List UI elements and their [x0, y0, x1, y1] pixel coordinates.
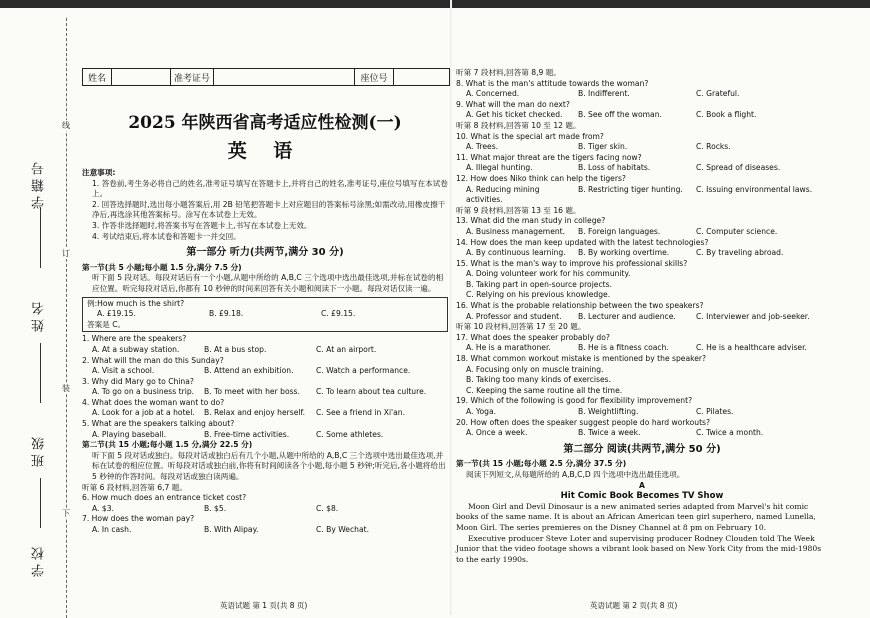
question-text: 4. What does the woman want to do?	[82, 397, 225, 407]
option-a: A. To go on a business trip.	[92, 387, 195, 397]
option-c: C. Grateful.	[696, 89, 740, 99]
part2-section1-heading: 第一节(共 15 小题;每小题 2.5 分,满分 37.5 分)	[456, 459, 627, 469]
section2-heading: 第二节(共 15 小题;每小题 1.5 分,满分 22.5 分)	[82, 440, 253, 450]
question-text: 2. What will the man do this Sunday?	[82, 355, 224, 365]
option-b: B. See off the woman.	[578, 110, 662, 120]
margin-line	[40, 208, 41, 268]
margin-label-class: 班级	[32, 433, 47, 467]
margin-label-student-id: 学籍号	[32, 158, 47, 209]
listen-instruction: 听第 10 段材料,回答第 17 至 20 题。	[456, 322, 586, 332]
page-fold	[450, 0, 452, 615]
option-a: A. Focusing only on muscle training.	[466, 364, 604, 374]
option-c: C. He is a healthcare adviser.	[696, 343, 807, 353]
option-c: C. To learn about tea culture.	[316, 387, 427, 397]
option-c: C. Keeping the same routine all the time.	[466, 385, 623, 395]
option-a: A. £19.15.	[97, 309, 136, 319]
option-b: B. By working overtime.	[578, 248, 670, 258]
listen-instruction: 听第 7 段材料,回答第 8,9 题。	[456, 68, 561, 77]
option-c: C. Watch a performance.	[316, 366, 411, 376]
option-c: C. Book a flight.	[696, 110, 757, 120]
cut-mark: 订	[62, 249, 70, 258]
binding-margin	[0, 8, 70, 615]
option-c: C. By Wechat.	[316, 525, 370, 534]
question-text: 15. What is the man's way to improve his professional skills?	[456, 258, 688, 268]
section2-intro: 听下面 5 段对话或独白。每段对话或独白后有几个小题,从题中所给的 A,B,C 三个选项中选出最佳选项,并标在试卷的相应位置。听每段对话或独白前,你将有时间阅读各个小题,每小题 5 秒钟;听完后,各小题将给出 5 秒钟的作答时间。每段对话或独白读两遍。	[92, 450, 446, 482]
option-c: C. Relying on his previous knowledge.	[466, 290, 611, 300]
notice-item: 2. 回答选择题时,选出每小题答案后,用 2B 铅笔把答题卡上对应题目的答案标号涂黑;如需改动,用橡皮擦干净后,再选涂其他答案标号。涂写在本试卷上无效。	[92, 199, 446, 220]
seat-number-cell	[394, 69, 449, 85]
example-options	[87, 309, 443, 320]
option-b: B. Loss of habitats.	[578, 163, 651, 173]
article-paragraph: Executive producer Steve Loter and supervising producer Rodney Clouden told The Week Junior that the video footage shows a vibrant look based on New York City from the mid-1980s to the early 1990s.	[456, 533, 822, 564]
part2-intro: 阅读下列短文,从每题所给的 A,B,C,D 四个选项中选出最佳选项。	[466, 469, 685, 479]
section1-heading: 第一节(共 5 小题;每小题 1.5 分,满分 7.5 分)	[82, 262, 242, 272]
option-a: A. At a subway station.	[92, 344, 180, 354]
margin-label-name: 姓名	[32, 298, 47, 332]
article-letter: A	[639, 480, 645, 490]
question-block	[82, 398, 448, 419]
option-c: C. Some athletes.	[316, 429, 384, 439]
option-b: B. Weightlifting.	[578, 407, 639, 416]
listen-instruction: 听第 9 段材料,回答第 13 至 16 题。	[456, 205, 581, 215]
option-a: A. Get his ticket checked.	[466, 110, 563, 120]
question-block	[82, 356, 448, 377]
cut-mark: 装	[62, 384, 70, 393]
question-text: 17. What does the speaker probably do?	[456, 332, 610, 342]
option-a: A. In cash.	[92, 525, 132, 534]
question-text: 1. Where are the speakers?	[82, 334, 187, 344]
option-a: A. Visit a school.	[92, 366, 155, 376]
question-text: 14. How does the man keep updated with the latest technologies?	[456, 237, 709, 247]
notice-item: 1. 答卷前,考生务必将自己的姓名,准考证号填写在答题卡上,并将自己的姓名,准考证号,座位号填写在本试卷上。	[92, 178, 448, 199]
article-paragraph: Moon Girl and Devil Dinosaur is a new animated series adapted from Marvel's hit comic books of the same name. It is about an African American teen girl superhero, named Lunella, Moon Girl. The series premieres on the Disney Channel at 8 pm on February 10.	[456, 501, 816, 532]
option-b: B. He is a fitness coach.	[578, 343, 669, 353]
example-answer: 答案是 C。	[87, 319, 126, 329]
part1-heading: 第一部分 听力(共两节,满分 30 分)	[186, 247, 344, 259]
option-c: C. Issuing environmental laws.	[696, 184, 813, 194]
ticket-number-cell	[214, 69, 355, 85]
option-a: A. Professor and student.	[466, 311, 562, 321]
right-column	[456, 68, 828, 565]
option-b: B. To meet with her boss.	[204, 387, 300, 397]
option-a: A. Once a week.	[466, 428, 528, 438]
question-text: 19. Which of the following is good for flexibility improvement?	[456, 396, 693, 406]
option-a: A. Illegal hunting.	[466, 163, 533, 173]
option-a: A. Doing volunteer work for his community.	[466, 269, 631, 279]
seat-number-label: 座位号	[355, 69, 394, 85]
page-footer-left: 英语试题 第 1 页(共 8 页)	[220, 601, 308, 610]
listen-instruction: 听第 6 段材料,回答第 6,7 题。	[82, 482, 187, 492]
margin-label-school: 学校	[32, 543, 47, 577]
option-a: A. By continuous learning.	[466, 248, 566, 258]
option-a: A. Reducing mining activities.	[466, 184, 540, 205]
option-a: A. Concerned.	[466, 89, 520, 99]
subject-title: 英 语	[227, 140, 303, 162]
top-border	[0, 0, 870, 8]
option-a: A. $3.	[92, 503, 114, 513]
option-a: A. Yoga.	[466, 407, 497, 416]
candidate-info-table	[82, 68, 450, 86]
option-c: C. Spread of diseases.	[696, 163, 781, 173]
notice-item: 4. 考试结束后,将本试卷和答题卡一并交回。	[92, 231, 241, 241]
question-text: 11. What major threat are the tigers facing now?	[456, 152, 642, 162]
notice-heading: 注意事项:	[82, 168, 116, 177]
option-c: C. Interviewer and job-seeker.	[696, 311, 810, 321]
option-b: B. Restricting tiger hunting.	[578, 184, 683, 194]
question-text: 8. What is the man's attitude towards the woman?	[456, 78, 649, 88]
option-b: B. Lecturer and audience.	[578, 311, 676, 321]
option-b: B. Relax and enjoy herself.	[204, 408, 306, 418]
cut-mark: 线	[62, 121, 70, 130]
option-c: C. Twice a month.	[696, 428, 764, 438]
option-b: B. At a bus stop.	[204, 344, 267, 354]
option-a: A. Business management.	[466, 226, 566, 236]
example-question: 例:How much is the shirt?	[87, 298, 185, 308]
option-c: C. Rocks.	[696, 142, 731, 152]
question-block	[82, 419, 448, 440]
option-c: C. Pilates.	[696, 407, 734, 416]
option-c: C. By traveling abroad.	[696, 248, 784, 258]
option-b: B. Taking too many kinds of exercises.	[466, 375, 612, 385]
question-text: 7. How does the woman pay?	[82, 514, 195, 524]
page-footer-right: 英语试题 第 2 页(共 8 页)	[590, 601, 678, 610]
name-cell	[112, 69, 171, 85]
option-a: A. Trees.	[466, 142, 499, 152]
question-text: 5. What are the speakers talking about?	[82, 419, 235, 429]
option-b: B. Attend an exhibition.	[204, 366, 294, 376]
listen-instruction: 听第 8 段材料,回答第 10 至 12 题。	[456, 120, 581, 130]
option-a: A. Look for a job at a hotel.	[92, 408, 195, 418]
margin-line	[40, 478, 41, 528]
ticket-number-label: 准考证号	[171, 69, 214, 85]
question-block	[82, 493, 448, 514]
option-b: B. £9.18.	[209, 309, 244, 319]
notice-item: 3. 作答非选择题时,将答案书写在答题卡上,书写在本试卷上无效。	[92, 220, 312, 230]
option-a: A. He is a marathoner.	[466, 343, 551, 353]
option-b: B. With Alipay.	[204, 525, 259, 534]
option-c: C. At an airport.	[316, 344, 377, 354]
example-box	[82, 297, 448, 333]
name-label: 姓名	[83, 69, 112, 85]
option-b: B. Indifferent.	[578, 89, 630, 99]
section1-intro: 听下面 5 段对话。每段对话后有一个小题,从题中所给的 A,B,C 三个选项中选出最佳选项,并标在试卷的相应位置。听完每段对话后,你都有 10 秒钟的时间来回答有关小题和阅读下一小题。每段对话仅读一遍。	[92, 273, 444, 293]
option-b: B. $5.	[204, 503, 227, 513]
cut-line	[66, 18, 67, 618]
option-c: C. $8.	[316, 503, 339, 513]
left-column	[82, 168, 448, 536]
question-text: 10. What is the special art made from?	[456, 131, 604, 141]
question-block	[82, 377, 448, 398]
question-text: 9. What will the man do next?	[456, 99, 570, 109]
question-block	[82, 514, 448, 535]
option-c: C. See a friend in Xi'an.	[316, 408, 406, 418]
question-block	[82, 334, 448, 355]
article-title: Hit Comic Book Becomes TV Show	[560, 491, 724, 502]
option-b: B. Taking part in open-source projects.	[466, 279, 612, 289]
question-text: 20. How often does the speaker suggest people do hard workouts?	[456, 417, 711, 427]
question-text: 12. How does Niko think can help the tigers?	[456, 173, 626, 183]
option-b: B. Foreign languages.	[578, 226, 661, 236]
option-a: A. Playing baseball.	[92, 429, 167, 439]
question-text: 13. What did the man study in college?	[456, 216, 606, 226]
part2-heading: 第二部分 阅读(共两节,满分 50 分)	[563, 443, 721, 455]
question-text: 6. How much does an entrance ticket cost?	[82, 493, 247, 503]
margin-line	[40, 343, 41, 403]
cut-mark: 下	[62, 509, 70, 518]
question-text: 18. What common workout mistake is mentioned by the speaker?	[456, 354, 707, 364]
exam-title: 2025 年陕西省高考适应性检测(一)	[128, 113, 402, 133]
option-b: B. Twice a week.	[578, 428, 641, 438]
option-c: C. Computer science.	[696, 226, 778, 236]
question-text: 3. Why did Mary go to China?	[82, 376, 194, 386]
option-b: B. Tiger skin.	[578, 142, 628, 152]
option-c: C. £9.15.	[321, 309, 356, 319]
option-b: B. Free-time activities.	[204, 429, 290, 439]
question-text: 16. What is the probable relationship between the two speakers?	[456, 301, 704, 311]
